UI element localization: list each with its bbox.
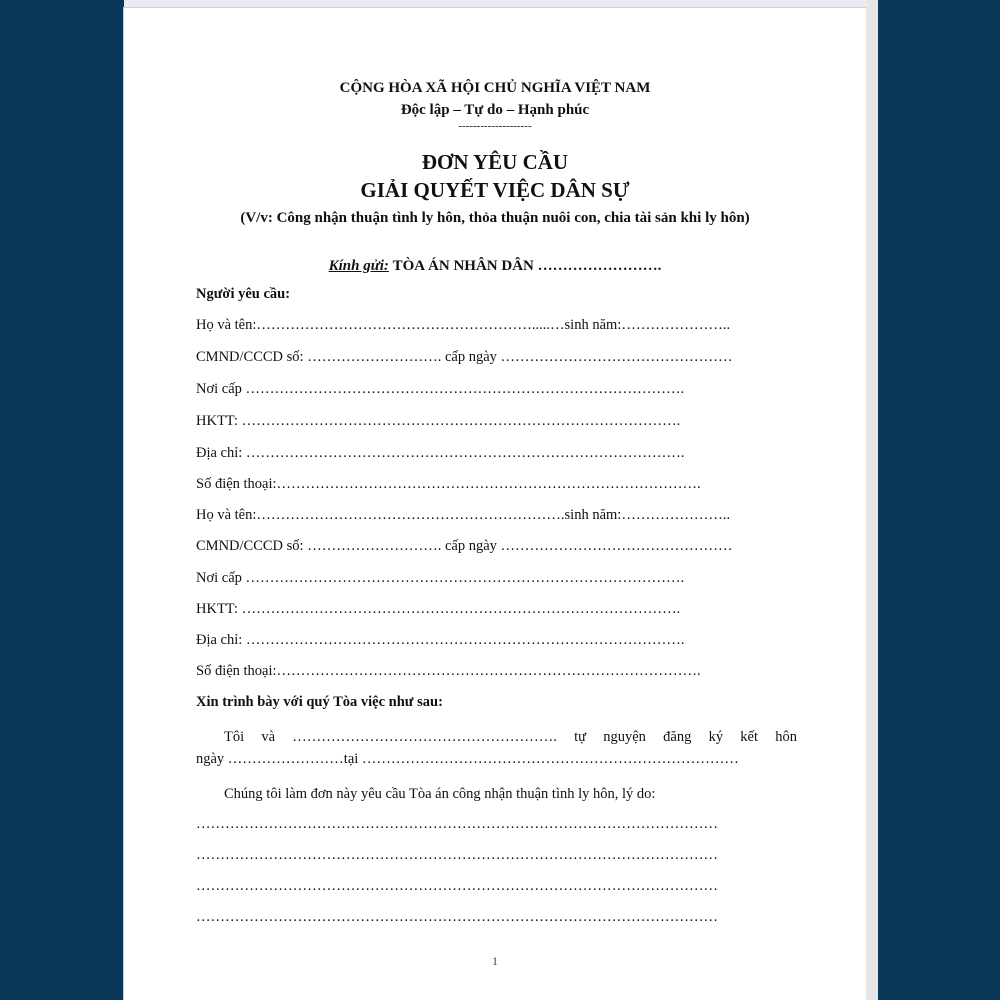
person2-address: Địa chỉ: ………………………………………………………………………………. [196, 632, 685, 648]
document-title-line2: GIẢI QUYẾT VIỆC DÂN SỰ [360, 178, 630, 202]
dotted-line: ……………………………………………………………………………………………… [196, 909, 718, 925]
person1-phone: Số điện thoại:……………………………………………………………………………. [196, 476, 701, 492]
marriage-line-1: Tôi và ………………………………………………. tự nguyện đăng ký kết hôn [224, 729, 797, 745]
request-paragraph: Chúng tôi làm đơn này yêu cầu Tòa án công nhận thuận tình ly hôn, lý do: [224, 786, 656, 802]
addressee-value: TÒA ÁN NHÂN DÂN ……………………. [392, 258, 662, 274]
person1-issued-place: Nơi cấp ………………………………………………………………………………. [196, 381, 685, 397]
header-separator: -------------------- [458, 120, 532, 132]
person1-hktt: HKTT: ………………………………………………………………………………. [196, 413, 681, 429]
scrollbar-track[interactable] [866, 0, 878, 1000]
person2-phone: Số điện thoại:……………………………………………………………………………. [196, 663, 701, 679]
intro-line: Xin trình bày với quý Tòa việc như sau: [196, 694, 443, 710]
page-top-strip [124, 0, 866, 8]
document-title: ĐƠN YÊU CẦU [421, 150, 569, 174]
dotted-line: ……………………………………………………………………………………………… [196, 816, 718, 832]
person1-address: Địa chỉ: ………………………………………………………………………………. [196, 445, 685, 461]
dotted-line: ……………………………………………………………………………………………… [196, 847, 718, 863]
dotted-line: ……………………………………………………………………………………………… [196, 878, 718, 894]
person1-name-text: Họ và tên:………………………………………………….....…sinh năm:………………….. [196, 317, 731, 333]
person2-hktt: HKTT: ………………………………………………………………………………. [196, 601, 681, 617]
marriage-line-2: ngày ……………………tại …………………………………………………………………… [196, 751, 739, 767]
document-page [124, 8, 866, 1000]
person2-name: Họ và tên:……………………………………………………….sinh năm:………………….. [196, 507, 731, 523]
person2-id: CMND/CCCD số: ………………………. cấp ngày ………………………………………… [196, 538, 733, 554]
addressee-label: Kính gửi: [328, 258, 389, 274]
document-subject: (V/v: Công nhận thuận tình ly hôn, thỏa thuận nuôi con, chia tài sản khi ly hôn) [240, 210, 750, 226]
country-heading: CỘNG HÒA XÃ HỘI CHỦ NGHĨA VIỆT NAM [339, 80, 651, 96]
page-number: 1 [492, 954, 498, 968]
motto: Độc lập – Tự do – Hạnh phúc [400, 102, 590, 118]
person1-id: CMND/CCCD số: ………………………. cấp ngày ………………………………………… [196, 349, 733, 365]
person1-name [196, 317, 796, 334]
marriage-paragraph [196, 726, 797, 770]
person2-issued-place: Nơi cấp ………………………………………………………………………………. [196, 570, 685, 586]
applicant-label: Người yêu cầu: [196, 286, 291, 302]
addressee-line [124, 258, 866, 275]
